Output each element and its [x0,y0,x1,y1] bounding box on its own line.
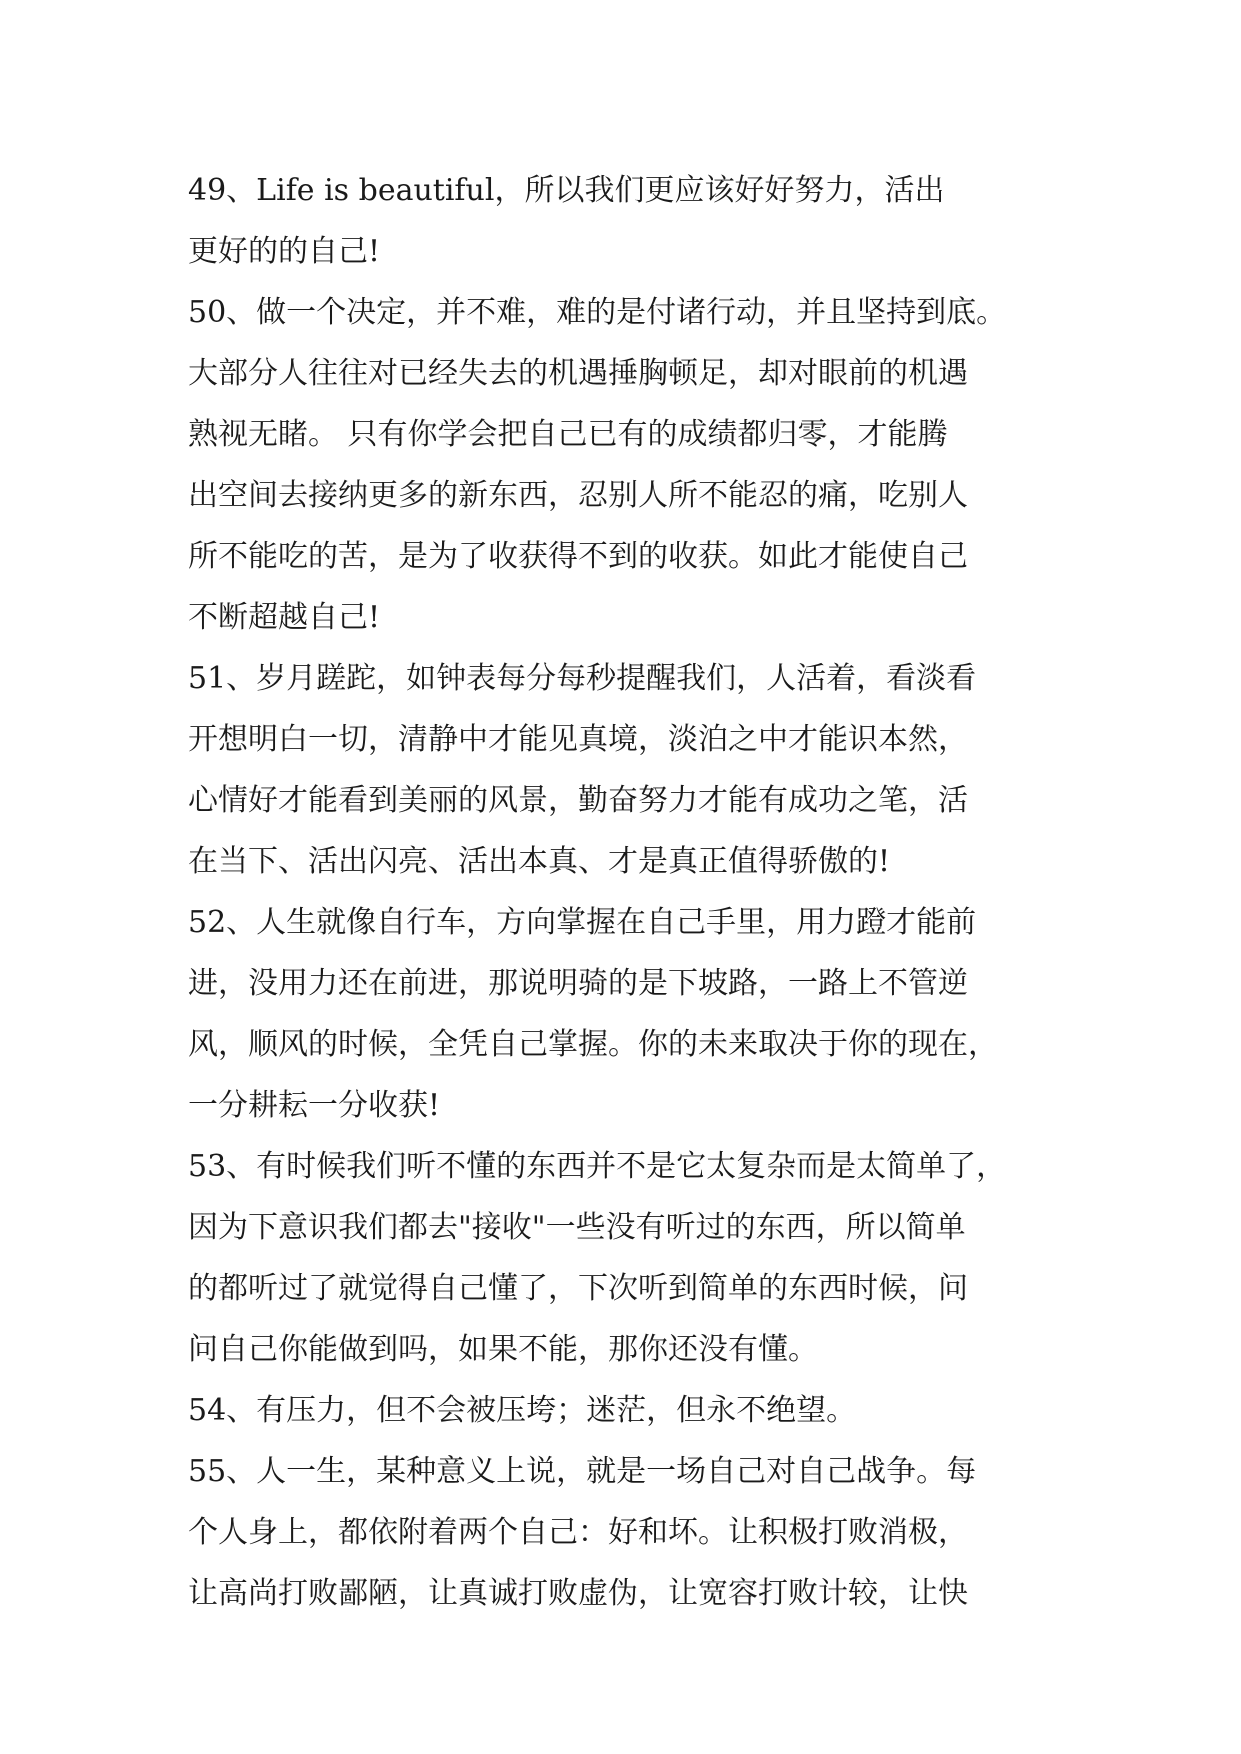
text-line: 问自己你能做到吗，如果不能，那你还没有懂。 [188,1332,818,1367]
text-line: 心情好才能看到美丽的风景，勤奋努力才能有成功之笔，活 [188,783,968,818]
text-line: 49、Life is beautiful，所以我们更应该好好努力，活出 [188,173,945,208]
text-line: 52、人生就像自行车，方向掌握在自己手里，用力蹬才能前 [188,905,977,940]
text-line: 54、有压力，但不会被压垮；迷茫，但永不绝望。 [188,1393,857,1428]
text-line: 55、人一生，某种意义上说，就是一场自己对自己战争。每 [188,1454,977,1489]
body-text [188,160,1068,1624]
text-line: 50、做一个决定，并不难，难的是付诸行动，并且坚持到底。 [188,295,1007,330]
text-line: 出空间去接纳更多的新东西，忍别人所不能忍的痛，吃别人 [188,478,968,513]
text-line: 的都听过了就觉得自己懂了，下次听到简单的东西时候，问 [188,1271,968,1306]
text-line: 51、岁月蹉跎，如钟表每分每秒提醒我们，人活着，看淡看 [188,661,977,696]
text-line: 所不能吃的苦，是为了收获得不到的收获。如此才能使自己 [188,539,968,574]
text-line: 在当下、活出闪亮、活出本真、才是真正值得骄傲的! [188,844,891,879]
text-line: 大部分人往往对已经失去的机遇捶胸顿足，却对眼前的机遇 [188,356,968,391]
text-line: 不断超越自己! [188,600,381,635]
text-line: 开想明白一切，清静中才能见真境，淡泊之中才能识本然， [188,722,968,757]
text-line: 让高尚打败鄙陋，让真诚打败虚伪，让宽容打败计较，让快 [188,1576,968,1611]
text-line: 风，顺风的时候，全凭自己掌握。你的未来取决于你的现在， [188,1027,998,1062]
text-line: 进，没用力还在前进，那说明骑的是下坡路，一路上不管逆 [188,966,968,1001]
text-line: 更好的的自己! [188,234,381,269]
text-line: 因为下意识我们都去"接收"一些没有听过的东西，所以简单 [188,1210,966,1245]
text-line: 53、有时候我们听不懂的东西并不是它太复杂而是太简单了， [188,1149,1007,1184]
text-line: 一分耕耘一分收获! [188,1088,441,1123]
text-line: 熟视无睹。 只有你学会把自己已有的成绩都归零，才能腾 [188,417,948,452]
text-line: 个人身上，都依附着两个自己：好和坏。让积极打败消极， [188,1515,968,1550]
